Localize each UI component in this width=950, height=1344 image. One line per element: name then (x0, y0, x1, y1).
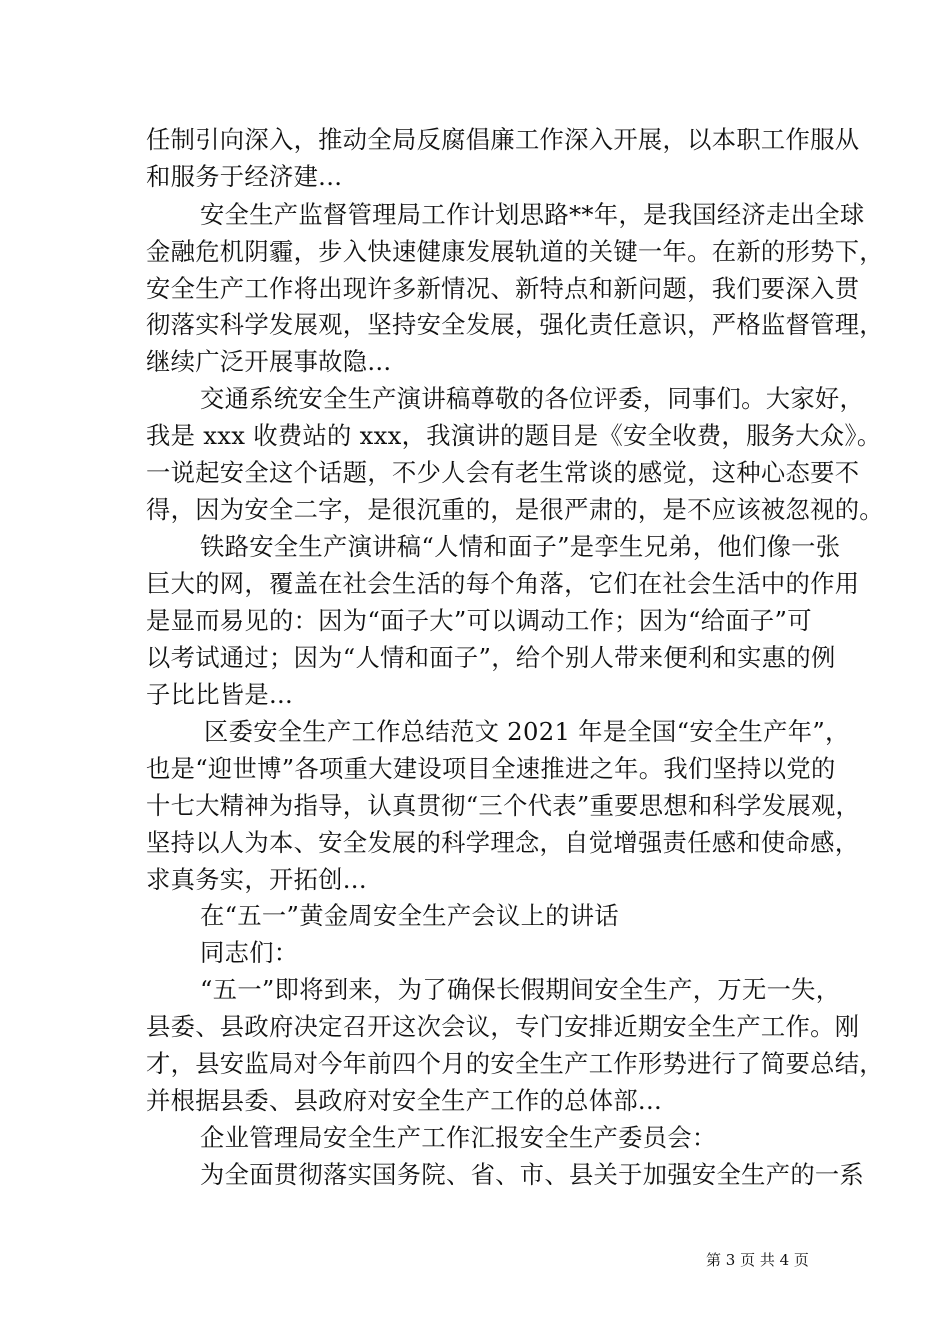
text-line: 是显而易见的：因为“面子大”可以调动工作；因为“给面子”可 (146, 606, 812, 635)
text-line: 为全面贯彻落实国务院、省、市、县关于加强安全生产的一系 (200, 1160, 865, 1189)
text-line: 县委、县政府决定召开这次会议，专门安排近期安全生产工作。刚 (146, 1012, 860, 1041)
text-line: 铁路安全生产演讲稿“人情和面子”是孪生兄弟，他们像一张 (200, 532, 841, 561)
text-line: 十七大精神为指导，认真贯彻“三个代表”重要思想和科学发展观， (146, 791, 861, 820)
text-line: 也是“迎世博”各项重大建设项目全速推进之年。我们坚持以党的 (146, 754, 836, 783)
text-line: 区委安全生产工作总结范文 2021 年是全国“安全生产年”， (204, 717, 850, 746)
text-line: 金融危机阴霾，步入快速健康发展轨道的关键一年。在新的形势下， (146, 237, 884, 266)
text-line: 继续广泛开展事故隐... (146, 347, 392, 376)
page-number: 第 3 页 共 4 页 (706, 1251, 809, 1269)
text-line: 子比比皆是... (146, 680, 294, 709)
text-line: 任制引向深入，推动全局反腐倡廉工作深入开展，以本职工作服从 (146, 125, 860, 154)
text-line: 我是 xxx 收费站的 xxx，我演讲的题目是《安全收费，服务大众》。 (146, 421, 882, 450)
text-line: 巨大的网，覆盖在社会生活的每个角落，它们在社会生活中的作用 (146, 569, 860, 598)
text-line: 并根据县委、县政府对安全生产工作的总体部... (146, 1086, 663, 1115)
text-line: 安全生产监督管理局工作计划思路**年，是我国经济走出全球 (200, 200, 865, 229)
text-line: 企业管理局安全生产工作汇报安全生产委员会： (200, 1123, 717, 1152)
text-line: 坚持以人为本、安全发展的科学理念，自觉增强责任感和使命感， (146, 828, 860, 857)
text-line: 彻落实科学发展观，坚持安全发展，强化责任意识，严格监督管理， (146, 310, 884, 339)
text-line: 求真务实，开拓创... (146, 865, 367, 894)
text-line: 交通系统安全生产演讲稿尊敬的各位评委，同事们。大家好， (200, 384, 865, 413)
text-line: 得，因为安全二字，是很沉重的，是很严肃的，是不应该被忽视的。 (146, 495, 884, 524)
text-line: 在“五一”黄金周安全生产会议上的讲话 (200, 901, 619, 930)
text-line: 才，县安监局对今年前四个月的安全生产工作形势进行了简要总结， (146, 1049, 884, 1078)
text-line: 安全生产工作将出现许多新情况、新特点和新问题，我们要深入贯 (146, 274, 860, 303)
text-line: “五一”即将到来，为了确保长假期间安全生产，万无一失， (200, 975, 841, 1004)
text-line: 一说起安全这个话题，不少人会有老生常谈的感觉，这种心态要不 (146, 458, 860, 487)
text-line: 以考试通过；因为“人情和面子”，给个别人带来便利和实惠的例 (146, 643, 836, 672)
text-line: 同志们： (200, 938, 299, 967)
text-line: 和服务于经济建... (146, 162, 343, 191)
